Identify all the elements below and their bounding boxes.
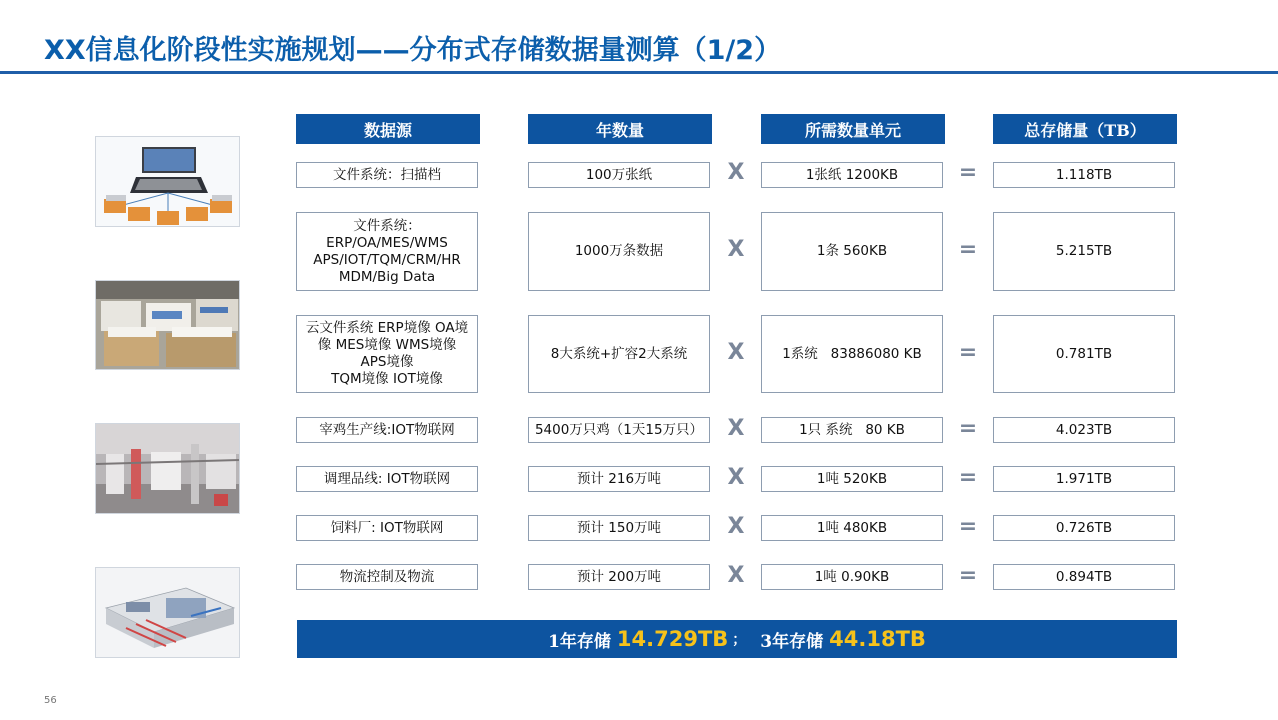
equals-icon: = xyxy=(958,416,978,441)
row-4-total: 1.971TB xyxy=(993,466,1175,492)
row-3-source: 宰鸡生产线:IOT物联网 xyxy=(296,417,478,443)
page-number: 56 xyxy=(44,695,57,706)
row-3-total: 4.023TB xyxy=(993,417,1175,443)
times-icon: X xyxy=(727,340,745,365)
times-icon: X xyxy=(727,465,745,490)
page-title: XX信息化阶段性实施规划——分布式存储数据量测算（1/2） xyxy=(44,35,782,66)
row-5-total: 0.726TB xyxy=(993,515,1175,541)
times-icon: X xyxy=(727,563,745,588)
factory-line-photo xyxy=(95,423,240,514)
times-icon: X xyxy=(727,160,745,185)
header-total: 总存储量（TB） xyxy=(993,114,1177,144)
equals-icon: = xyxy=(958,160,978,185)
times-icon: X xyxy=(727,514,745,539)
row-6-source: 物流控制及物流 xyxy=(296,564,478,590)
row-2-unit: 1系统 83886080 KB xyxy=(761,315,943,393)
row-3-annual: 5400万只鸡（1天15万只） xyxy=(528,417,710,443)
row-5-source: 饲料厂: IOT物联网 xyxy=(296,515,478,541)
row-4-annual: 预计 216万吨 xyxy=(528,466,710,492)
equals-icon: = xyxy=(958,514,978,539)
header-source: 数据源 xyxy=(296,114,480,144)
row-0-source: 文件系统：扫描档 xyxy=(296,162,478,188)
paper-archive-photo xyxy=(95,280,240,370)
row-6-total: 0.894TB xyxy=(993,564,1175,590)
equals-icon: = xyxy=(958,465,978,490)
equals-icon: = xyxy=(958,563,978,588)
summary-bar xyxy=(297,620,1177,658)
equals-icon: = xyxy=(958,237,978,262)
summary-label-1: 1年存储 xyxy=(548,631,611,652)
row-0-unit: 1张纸 1200KB xyxy=(761,162,943,188)
row-2-total: 0.781TB xyxy=(993,315,1175,393)
row-1-total: 5.215TB xyxy=(993,212,1175,291)
row-2-source: 云文件系统 ERP境像 OA境像 MES境像 WMS境像 APS境像 TQM境像 IOT境像 xyxy=(296,315,478,393)
row-5-annual: 预计 150万吨 xyxy=(528,515,710,541)
row-0-total: 1.118TB xyxy=(993,162,1175,188)
row-1-annual: 1000万条数据 xyxy=(528,212,710,291)
title-divider xyxy=(0,71,1278,74)
row-1-source: 文件系统： ERP/OA/MES/WMS APS/IOT/TQM/CRM/HR MDM/Big Data xyxy=(296,212,478,291)
row-3-unit: 1只 系统 80 KB xyxy=(761,417,943,443)
row-6-unit: 1吨 0.90KB xyxy=(761,564,943,590)
row-2-annual: 8大系统+扩容2大系统 xyxy=(528,315,710,393)
header-annual: 年数量 xyxy=(528,114,712,144)
server-network-photo xyxy=(95,136,240,227)
row-6-annual: 预计 200万吨 xyxy=(528,564,710,590)
row-0-annual: 100万张纸 xyxy=(528,162,710,188)
equals-icon: = xyxy=(958,340,978,365)
summary-value-1: 14.729TB xyxy=(616,627,729,651)
row-4-source: 调理品线: IOT物联网 xyxy=(296,466,478,492)
row-5-unit: 1吨 480KB xyxy=(761,515,943,541)
warehouse-model-photo xyxy=(95,567,240,658)
header-unit: 所需数量单元 xyxy=(761,114,945,144)
summary-label-2: 3年存储 xyxy=(760,631,824,652)
summary-value-2: 44.18TB xyxy=(829,627,926,651)
row-4-unit: 1吨 520KB xyxy=(761,466,943,492)
row-1-unit: 1条 560KB xyxy=(761,212,943,291)
times-icon: X xyxy=(727,237,745,262)
summary-separator: ； xyxy=(732,632,747,648)
times-icon: X xyxy=(727,416,745,441)
